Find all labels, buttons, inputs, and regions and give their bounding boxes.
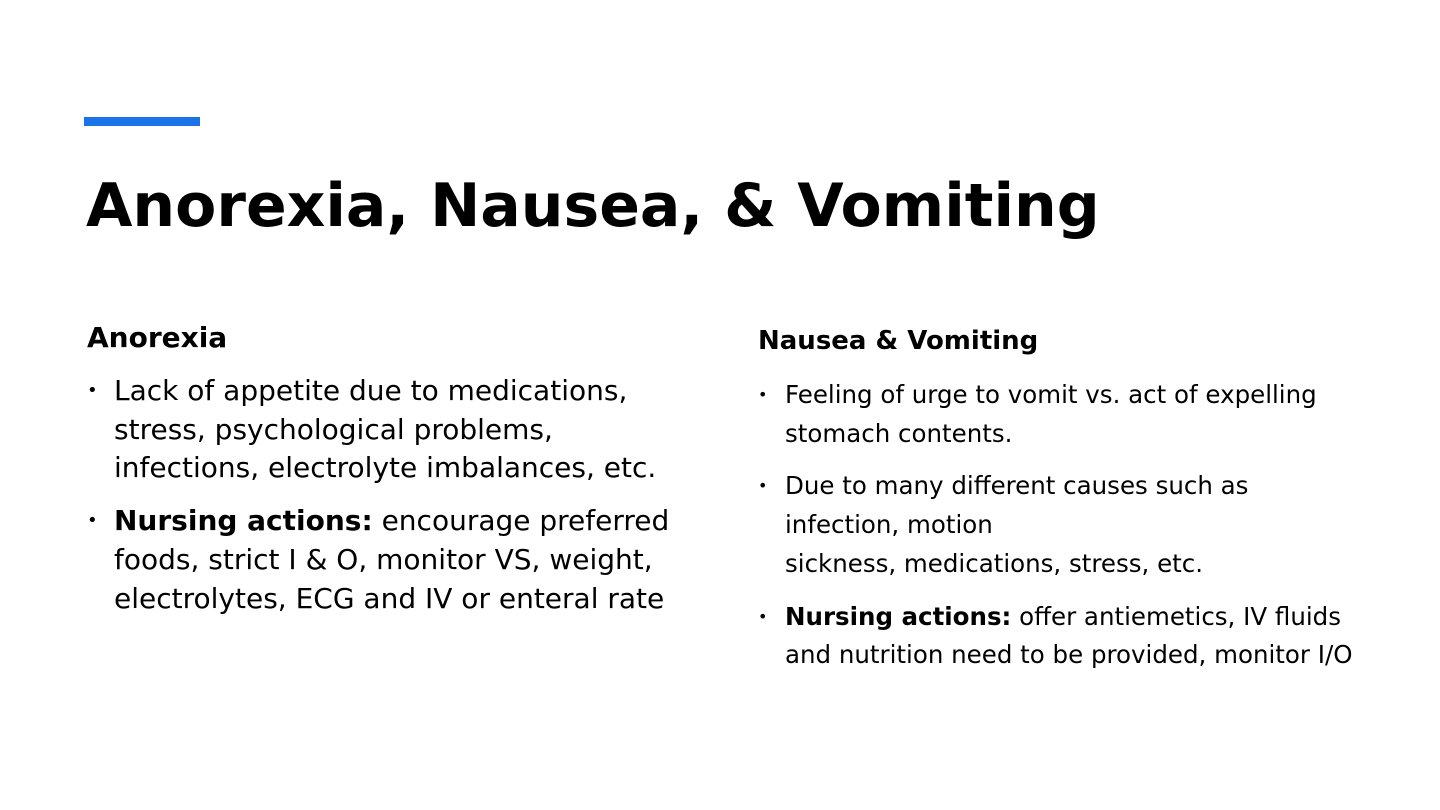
bullet-icon: • bbox=[758, 606, 768, 626]
bullet-text: offer antiemetics, IV fluids and nutrition need to be provided, monitor I/O bbox=[785, 601, 1353, 670]
bullet-lead: Nursing actions: bbox=[114, 504, 373, 538]
bullet-icon: • bbox=[758, 385, 768, 404]
anorexia-column bbox=[87, 318, 687, 632]
bullet-icon: • bbox=[87, 380, 98, 401]
bullet-text: encourage preferred foods, strict I & O, monitor VS, weight, electrolytes, ECG and IV or enteral rate bbox=[114, 504, 670, 615]
nausea-vomiting-bullet-list bbox=[758, 376, 1358, 675]
list-item bbox=[758, 598, 1358, 675]
title-accent-bar bbox=[84, 117, 200, 126]
bullet-icon: • bbox=[758, 476, 768, 496]
anorexia-heading: Anorexia bbox=[87, 321, 228, 354]
list-item bbox=[758, 376, 1358, 453]
list-item bbox=[758, 467, 1358, 583]
slide-title: Anorexia, Nausea, & Vomiting bbox=[86, 171, 1100, 241]
list-item bbox=[87, 502, 687, 618]
bullet-text-line-1: Due to many different causes such as infection, motion bbox=[785, 471, 1249, 540]
bullet-lead: Nursing actions: bbox=[785, 601, 1012, 631]
nausea-vomiting-heading: Nausea & Vomiting bbox=[758, 326, 1039, 356]
bullet-text: Lack of appetite due to medications, stress, psychological problems, infections, electrolyte imbalances, etc. bbox=[114, 374, 657, 485]
bullet-text: Feeling of urge to vomit vs. act of expelling stomach contents. bbox=[785, 380, 1317, 448]
nausea-vomiting-column bbox=[758, 322, 1358, 689]
anorexia-bullet-list bbox=[87, 372, 687, 618]
bullet-icon: • bbox=[87, 510, 98, 532]
bullet-text-line-2: sickness, medications, stress, etc. bbox=[785, 548, 1204, 578]
list-item bbox=[87, 372, 687, 488]
